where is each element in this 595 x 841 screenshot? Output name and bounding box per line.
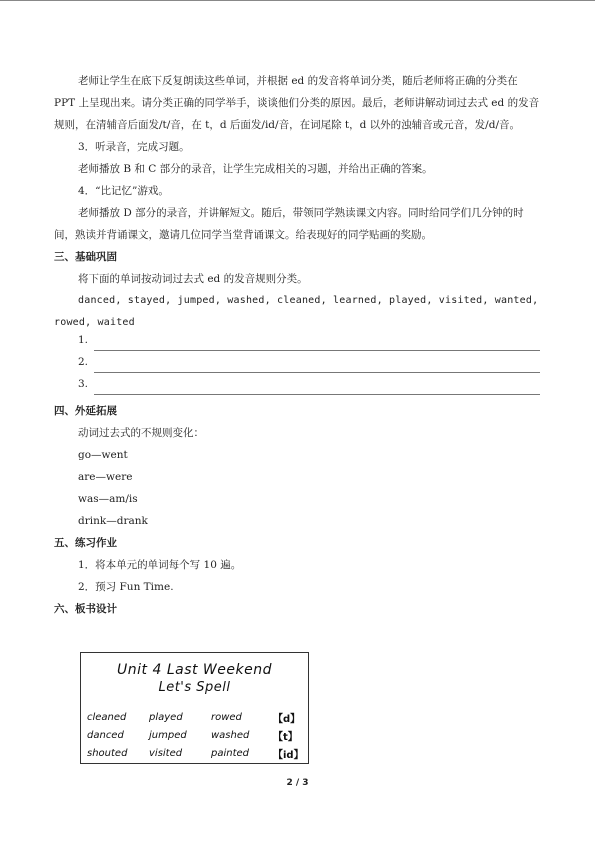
blackboard-design bbox=[80, 652, 309, 764]
board-word: washed bbox=[211, 729, 250, 741]
section-4-heading: 四、外延拓展 bbox=[54, 405, 117, 417]
homework-item: 1．将本单元的单词每个写 10 遍。 bbox=[78, 559, 242, 571]
verb-pair: are—were bbox=[78, 471, 133, 483]
header-rule bbox=[0, 0, 595, 1]
board-row-t bbox=[87, 726, 302, 744]
verb-pair: drink—drank bbox=[78, 515, 148, 527]
paragraph-sorting: 老师让学生在底下反复朗读这些单词，并根据 ed 的发音将单词分类，随后老师将正确的分类在 PPT 上呈现出来。请分类正确的同学举手，谈谈他们分类的原因。最后，老师讲解动词过去式 ed 的发音规则，在清辅音后面发/t/音，在 t，d 后面发/id/音，在词尾除 t，d 以外的浊辅音或元音，发/d/音。 bbox=[54, 75, 540, 131]
answer-blank-1[interactable] bbox=[54, 334, 542, 356]
blank-number: 1. bbox=[78, 334, 89, 346]
blank-underline bbox=[94, 372, 540, 373]
page-number: 2 / 3 bbox=[286, 778, 309, 788]
board-row-id bbox=[87, 744, 302, 762]
document-page bbox=[54, 70, 542, 761]
section-5-heading: 五、练习作业 bbox=[54, 537, 117, 549]
board-word: jumped bbox=[149, 729, 187, 741]
board-sound: 【d】 bbox=[273, 713, 301, 725]
board-word-grid bbox=[87, 708, 302, 762]
verb-pair: was—am/is bbox=[78, 493, 138, 505]
section-6-heading: 六、板书设计 bbox=[54, 603, 117, 615]
board-word: painted bbox=[211, 747, 250, 759]
board-subtitle: Let's Spell bbox=[158, 680, 231, 695]
board-word: rowed bbox=[211, 711, 242, 723]
board-word: visited bbox=[149, 747, 183, 759]
board-sound: 【id】 bbox=[273, 749, 304, 761]
section-3-instruction: 将下面的单词按动词过去式 ed 的发音规则分类。 bbox=[78, 273, 308, 285]
board-word: shouted bbox=[87, 747, 128, 759]
board-title: Unit 4 Last Weekend bbox=[117, 662, 272, 678]
section-3-heading: 三、基础巩固 bbox=[54, 251, 117, 263]
board-sound: 【t】 bbox=[273, 731, 298, 743]
answer-blank-3[interactable] bbox=[54, 378, 542, 400]
paragraph-memory-game: 老师播放 D 部分的录音，并讲解短文。随后，带领同学熟读课文内容。同时给同学们几分钟的时间，熟读并背诵课文，邀请几位同学当堂背诵课文。给表现好的同学贴画的奖励。 bbox=[54, 207, 524, 241]
answer-blank-2[interactable] bbox=[54, 356, 542, 378]
paragraph-listening: 老师播放 B 和 C 部分的录音，让学生完成相关的习题，并给出正确的答案。 bbox=[78, 163, 433, 175]
word-list-line-2: rowed, waited bbox=[54, 317, 135, 328]
board-row-d bbox=[87, 708, 302, 726]
blank-number: 3. bbox=[78, 378, 89, 390]
board-word: played bbox=[149, 711, 183, 723]
board-word: cleaned bbox=[87, 711, 127, 723]
homework-item: 2．预习 Fun Time. bbox=[78, 581, 174, 593]
verb-pair: go—went bbox=[78, 449, 128, 461]
blank-underline bbox=[94, 394, 540, 395]
blank-underline bbox=[94, 350, 540, 351]
section-4-intro: 动词过去式的不规则变化： bbox=[78, 427, 204, 439]
board-word: danced bbox=[87, 729, 124, 741]
word-list-line-1: danced, stayed, jumped, washed, cleaned, learned, played, visited, wanted, bbox=[78, 295, 539, 306]
blank-number: 2. bbox=[78, 356, 89, 368]
step-3: 3．听录音，完成习题。 bbox=[78, 141, 190, 153]
step-4: 4．“比记忆”游戏。 bbox=[78, 185, 169, 197]
